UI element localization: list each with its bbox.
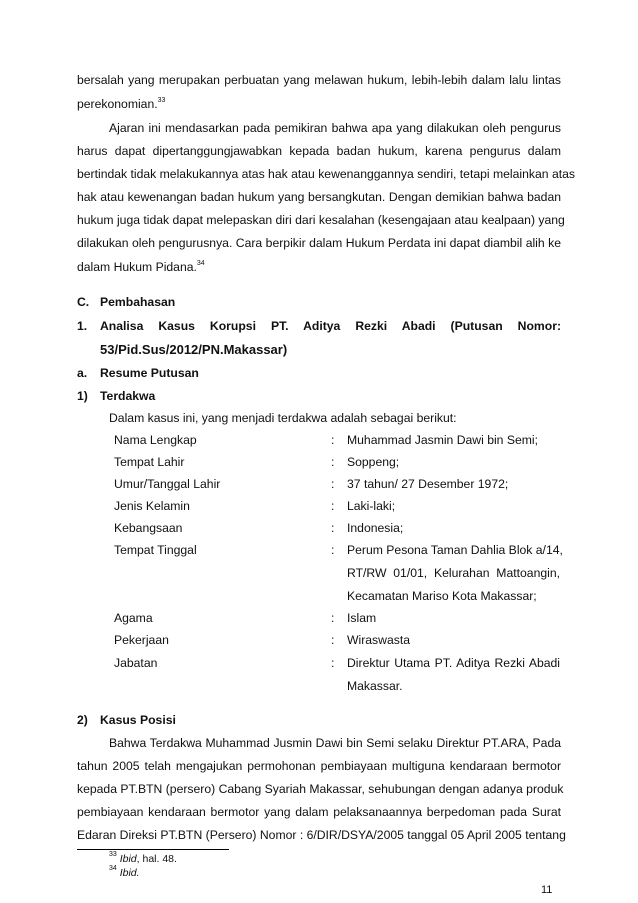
identity-value: Soppeng; — [347, 455, 400, 469]
page-number: 11 — [541, 884, 553, 896]
footnote-ref-34: 34 — [196, 260, 205, 267]
para2-line2: harus dapat dipertanggungjawabkan kepada badan hukum, karena pengurus dalam — [77, 144, 561, 158]
para2-line5: hukum juga tidak dapat melepaskan diri dari kesalahan (kesengajaan atau kealpaan) yang — [77, 213, 565, 227]
heading-2-number: 2) — [77, 713, 88, 727]
identity-label: Jenis Kelamin — [114, 499, 190, 513]
identity-label: Umur/Tanggal Lahir — [114, 477, 221, 491]
identity-value: Indonesia; — [347, 521, 404, 535]
para3-line1: Bahwa Terdakwa Muhammad Jusmin Dawi bin Semi selaku Direktur PT.ARA, Pada — [109, 736, 561, 750]
heading1-line2: 53/Pid.Sus/2012/PN.Makassar) — [100, 342, 288, 357]
identity-value: Laki-laki; — [347, 499, 396, 513]
identity-value-cont: Kecamatan Mariso Kota Makassar; — [347, 589, 537, 603]
intro-text: Dalam kasus ini, yang menjadi terdakwa adalah sebagai berikut: — [109, 411, 457, 425]
footnote-ref-33: 33 — [157, 97, 166, 104]
para1-line2 — [77, 96, 165, 112]
identity-colon: : — [331, 521, 335, 535]
footnote-rest: , hal. 48. — [136, 853, 177, 865]
heading-1b-title: Terdakwa — [100, 389, 156, 403]
para2-line6: dilakukan oleh pengurusnya. Cara berpikir dalam Hukum Perdata ini dapat diambil alih ke — [77, 236, 561, 250]
identity-colon: : — [331, 477, 335, 491]
identity-value-cont: RT/RW 01/01, Kelurahan Mattoangin, — [347, 566, 560, 580]
para1-line2-text: perekonomian. — [77, 97, 158, 111]
footnote-number: 33 — [109, 851, 117, 858]
heading-1b-number: 1) — [77, 389, 88, 403]
identity-colon: : — [331, 656, 335, 670]
footnote-italic: Ibid. — [119, 867, 140, 879]
identity-colon: : — [331, 455, 335, 469]
para3-line5: Edaran Direksi PT.BTN (Persero) Nomor : 6/DIR/DSYA/2005 tanggal 05 April 2005 tentang — [77, 828, 566, 842]
footnote-italic: Ibid — [119, 853, 137, 865]
identity-colon: : — [331, 543, 335, 557]
identity-label: Tempat Tinggal — [114, 543, 197, 557]
para2-line1: Ajaran ini mendasarkan pada pemikiran bahwa apa yang dilakukan oleh pengurus — [109, 121, 561, 135]
heading-a-title: Resume Putusan — [100, 366, 199, 380]
para2-line7 — [77, 259, 205, 275]
identity-label: Kebangsaan — [114, 521, 183, 535]
identity-label: Jabatan — [114, 656, 158, 670]
identity-value: Direktur Utama PT. Aditya Rezki Abadi — [347, 656, 560, 670]
identity-colon: : — [331, 633, 335, 647]
para3-line4: pembiayaan kendaraan bermotor yang dalam pelaksanaannya berpedoman pada Surat — [77, 805, 561, 819]
para2-line7-text: dalam Hukum Pidana. — [77, 260, 197, 274]
footnote-rule — [77, 849, 229, 850]
identity-value-cont: Makassar. — [347, 679, 403, 693]
heading-2-title: Kasus Posisi — [100, 713, 176, 727]
identity-value: Islam — [347, 611, 377, 625]
footnote-33 — [109, 853, 177, 866]
section-title: Pembahasan — [100, 295, 176, 309]
heading1-line1: Analisa Kasus Korupsi PT. Aditya Rezki Abadi (Putusan Nomor: — [100, 319, 561, 333]
identity-colon: : — [331, 433, 335, 447]
para3-line3: kepada PT.BTN (persero) Cabang Syariah Makassar, sehubungan dengan adanya produk — [77, 782, 564, 796]
para1-line1: bersalah yang merupakan perbuatan yang melawan hukum, lebih-lebih dalam lalu lintas — [77, 73, 561, 87]
identity-value: Muhammad Jasmin Dawi bin Semi; — [347, 433, 539, 447]
footnote-number: 34 — [109, 865, 117, 872]
footnote-34 — [109, 867, 140, 880]
para2-line4: hak atau kewenangan badan hukum yang bersangkutan. Dengan demikian bahwa badan — [77, 190, 561, 204]
identity-colon: : — [331, 611, 335, 625]
identity-value: 37 tahun/ 27 Desember 1972; — [347, 477, 509, 491]
identity-label: Nama Lengkap — [114, 433, 197, 447]
identity-colon: : — [331, 499, 335, 513]
identity-value: Wiraswasta — [347, 633, 410, 647]
heading-a-number: a. — [77, 366, 88, 380]
para3-line2: tahun 2005 telah mengajukan permohonan pembiayaan multiguna kendaraan bermotor — [77, 759, 561, 773]
identity-value: Perum Pesona Taman Dahlia Blok a/14, — [347, 543, 563, 557]
section-number: C. — [77, 295, 90, 309]
identity-label: Agama — [114, 611, 153, 625]
para2-line3: bertindak tidak melakukannya atas hak atau kewenanggannya sendiri, tetapi melainkan atas — [77, 167, 575, 181]
heading1-number: 1. — [77, 319, 88, 333]
identity-label: Pekerjaan — [114, 633, 169, 647]
identity-label: Tempat Lahir — [114, 455, 185, 469]
